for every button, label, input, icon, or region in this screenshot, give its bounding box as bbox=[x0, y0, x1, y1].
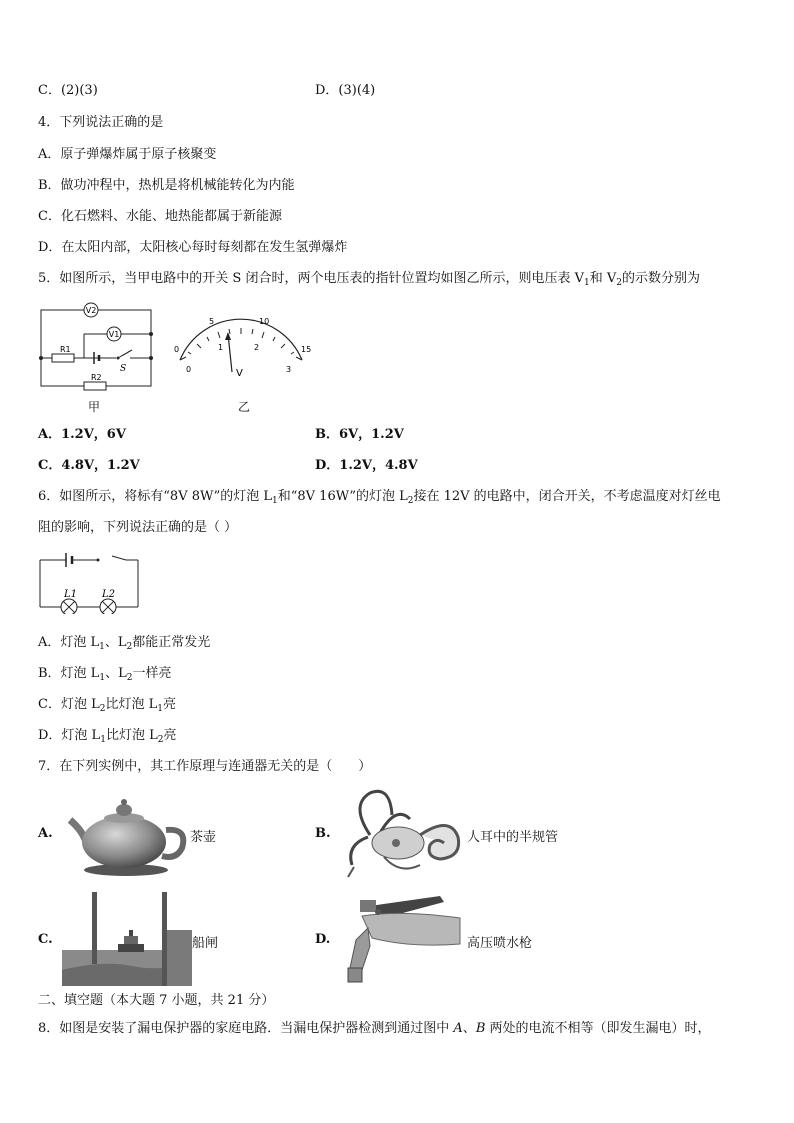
q7-option-d-label: 高压喷水枪 bbox=[467, 936, 533, 951]
q5-option-a: A．1.2V，6V bbox=[38, 427, 126, 442]
svg-text:2: 2 bbox=[254, 343, 260, 352]
q5-option-d: D．1.2V，4.8V bbox=[315, 458, 418, 473]
svg-text:15: 15 bbox=[301, 345, 312, 354]
svg-text:0: 0 bbox=[174, 345, 180, 354]
q5-voltmeter-dial bbox=[166, 310, 316, 386]
q8-stem: 8．如图是安装了漏电保护器的家庭电路．当漏电保护器检测到通过图中 A、B 两处的电流不相等（即发生漏电）时， bbox=[38, 1021, 711, 1036]
q7-option-c-letter: C. bbox=[38, 932, 53, 947]
meter-unit: V bbox=[236, 368, 243, 379]
q7-stem: 7．在下列实例中，其工作原理与连通器无关的是（ ） bbox=[38, 759, 372, 774]
r1-label: R1 bbox=[60, 345, 71, 354]
section2-heading: 二、填空题（本大题 7 小题，共 21 分） bbox=[38, 993, 275, 1008]
q4-option-b: B．做功冲程中，热机是将机械能转化为内能 bbox=[38, 178, 295, 193]
q7-option-b-label: 人耳中的半规管 bbox=[467, 830, 559, 845]
q5-caption-yi: 乙 bbox=[238, 400, 251, 414]
q5-option-c: C．4.8V，1.2V bbox=[38, 458, 140, 473]
inner-ear-image bbox=[340, 785, 465, 880]
lamp-l2-label: L2 bbox=[102, 589, 116, 600]
q6-stem-line1: 6．如图所示，将标有“8V 8W”的灯泡 $L_1$和“8V 16W”的灯泡 $L_2$接在 12V 的电路中，闭合开关，不考虑温度对灯丝电 bbox=[38, 489, 721, 506]
teapot-image bbox=[62, 790, 190, 878]
q7-option-a-label: 茶壶 bbox=[190, 830, 217, 845]
svg-text:10: 10 bbox=[259, 317, 270, 326]
q5-stem: 5．如图所示，当甲电路中的开关 S 闭合时，两个电压表的指针位置均如图乙所示，则电压表 $V_1$和 $V_2$的示数分别为 bbox=[38, 271, 700, 288]
q7-option-b-letter: B. bbox=[315, 826, 331, 841]
ship-lock-image bbox=[62, 890, 192, 986]
q6-option-b: B．灯泡 $L_1$、$L_2$一样亮 bbox=[38, 666, 172, 683]
q7-option-c-label: 船闸 bbox=[192, 936, 219, 951]
svg-text:1: 1 bbox=[218, 343, 224, 352]
q5-caption-jia: 甲 bbox=[88, 400, 101, 414]
q4-option-d: D．在太阳内部，太阳核心每时每刻都在发生氢弹爆炸 bbox=[38, 240, 348, 255]
water-gun-image bbox=[340, 888, 465, 986]
v2-label: V2 bbox=[85, 306, 97, 315]
q5-circuit-diagram bbox=[36, 302, 156, 394]
q3-option-c: C．(2)(3) bbox=[38, 83, 98, 98]
q4-stem: 4．下列说法正确的是 bbox=[38, 115, 164, 130]
svg-text:3: 3 bbox=[286, 365, 292, 374]
svg-text:0: 0 bbox=[186, 365, 192, 374]
q7-option-a-letter: A. bbox=[38, 826, 53, 841]
q3-option-d: D．(3)(4) bbox=[315, 83, 376, 98]
q7-option-d-letter: D. bbox=[315, 932, 331, 947]
r2-label: R2 bbox=[91, 373, 102, 382]
q4-option-a: A．原子弹爆炸属于原子核聚变 bbox=[38, 147, 217, 162]
q6-option-a: A．灯泡 $L_1$、$L_2$都能正常发光 bbox=[38, 635, 211, 652]
lamp-l1-label: L1 bbox=[64, 589, 78, 600]
q6-option-c: C．灯泡 $L_2$比灯泡 $L_1$亮 bbox=[38, 697, 176, 714]
q6-circuit-diagram bbox=[36, 550, 142, 614]
v1-label: V1 bbox=[108, 330, 120, 339]
q6-stem-line2: 阻的影响，下列说法正确的是（ ） bbox=[38, 520, 238, 535]
svg-text:5: 5 bbox=[209, 317, 215, 326]
q5-option-b: B．6V，1.2V bbox=[315, 427, 404, 442]
q6-option-d: D．灯泡 $L_1$比灯泡 $L_2$亮 bbox=[38, 728, 177, 745]
q4-option-c: C．化石燃料、水能、地热能都属于新能源 bbox=[38, 209, 282, 224]
switch-label: S bbox=[120, 364, 127, 374]
